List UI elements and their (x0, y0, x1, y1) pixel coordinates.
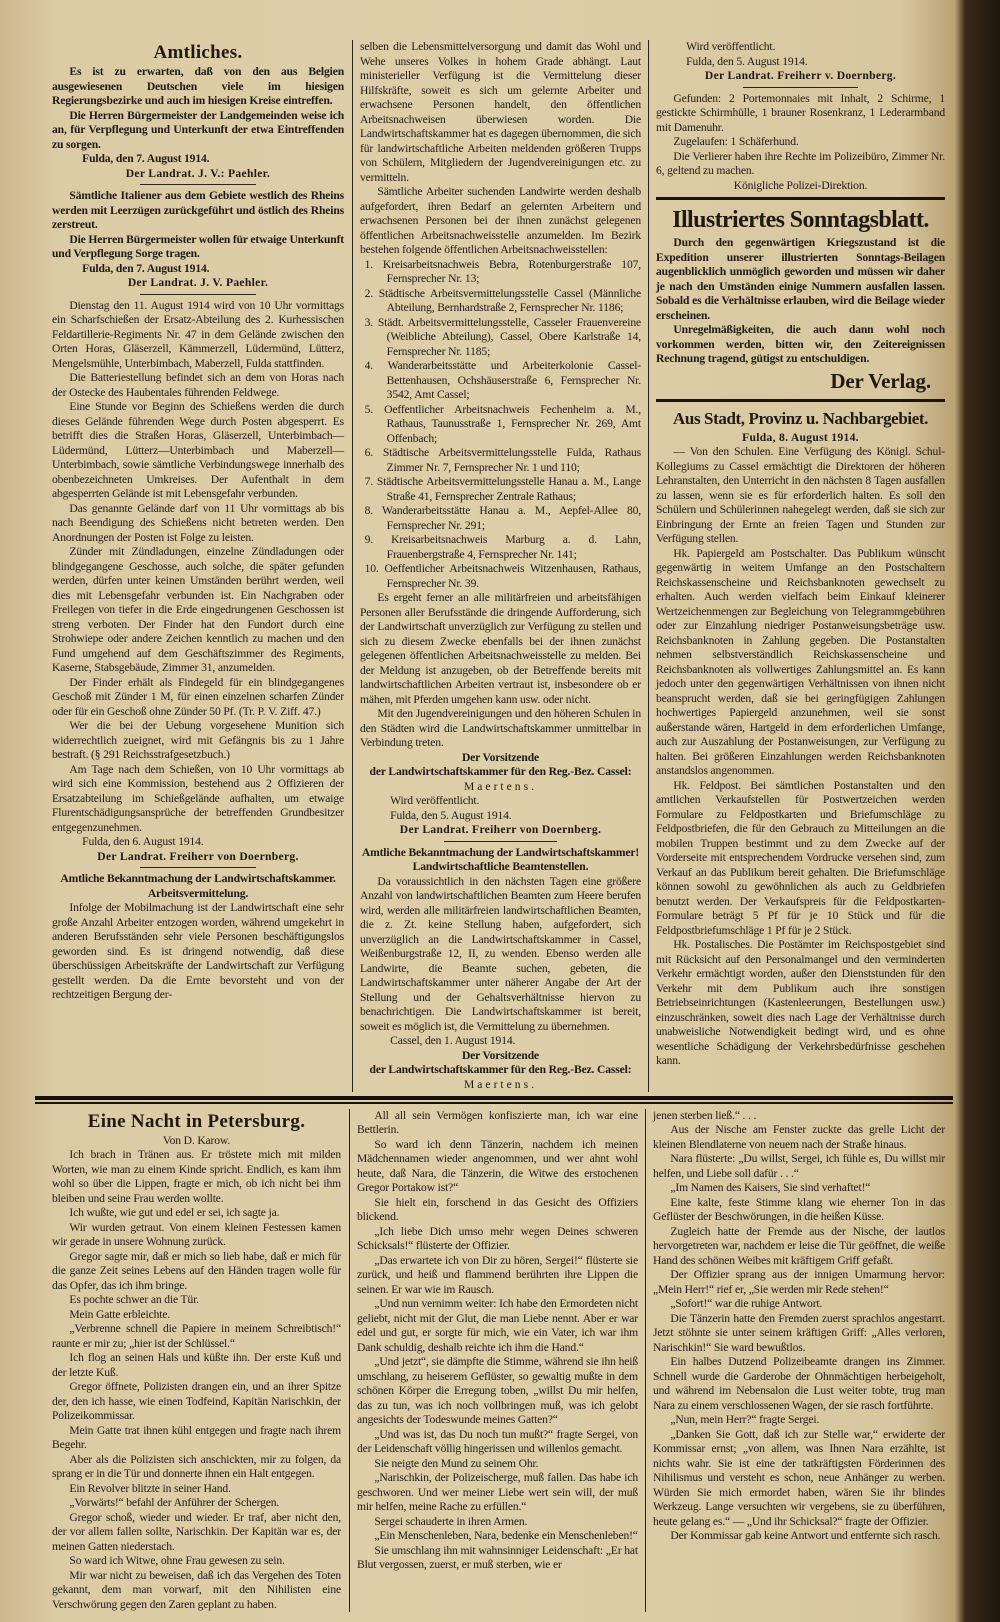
dateline: Cassel, den 1. August 1914. (390, 1034, 516, 1047)
column-arbeitsvermittelung (352, 40, 648, 1092)
paragraph: „Im Namen des Kaisers, Sie sind verhaftet!“ (670, 1181, 871, 1194)
divider-rule (444, 841, 556, 842)
paragraph: selben die Lebensmittelversorgung und damit das Wohl und Wehe unseres Volkes in hohem Grade abhängt. Laut ministerieller Verfügung ist die Vermittelung dieser Hilfskräfte, soweit es sich um gelernte Arbeiter und erwachsene Personen handelt, den öffentlichen Arbeitsnachweisen überwiesen worden. Die Landwirtschaftskammer hat es dagegen übernommen, die sich für landwirtschaftliche Arbeiten meldenden größeren Trupps von Schülern, Mitgliedern der Jugendvereinigungen etc. zu vermitteln. (360, 40, 641, 184)
paragraph: Sie neigte den Mund zu seinem Ohr. (374, 1456, 539, 1470)
notice-title: Arbeitsvermittelung. (147, 886, 249, 900)
paragraph: Durch den gegenwärtigen Kriegszustand ist die Expedition unserer illustrierten Sonntags-Beilagen augenblicklich unmöglich geworden und müssen wir daher je nach den Umständen einige Nummern ausfallen lassen. Sobald es die Verhältnisse erlauben, wird die Beilage wieder erscheinen. (656, 236, 945, 322)
paragraph: Zugelaufen: 1 Schäferhund. (673, 135, 799, 148)
paragraph: „Narischkin, der Polizeischerge, muß fallen. Das habe ich geschworen. Und wer meiner Liebe wert sein will, der muß mir helfen, meine Rache zu erfüllen.“ (357, 1471, 638, 1513)
signature: Fulda, 8. August 1914. (742, 430, 859, 444)
paragraph: Sie hielt ein, forschend in das Gesicht des Offiziers blickend. (357, 1195, 638, 1223)
divider-rule (656, 399, 945, 402)
paragraph: Gregor sagte mir, daß er mich so lieb habe, daß er mich für die ganze Zeit seines Lebens auf den Händen tragen wolle für das Opfer, das ich ihm bringe. (52, 1249, 341, 1292)
paragraph: Es ist zu erwarten, daß von den aus Belgien ausgewiesenen Deutschen viele im hiesigen Regierungsbezirke und auch im hiesigen Kreise eintreffen. (52, 65, 344, 107)
paragraph: Eine Stunde vor Beginn des Schießens werden die durch dieses Gelände führenden Wege durch Posten abgesperrt. Es betrifft dies die Straßen Horas, Gläserzell, Unterbimbach—Lüdermünd, Lütterz—Unterbimbach und Maberzell—Unterbimbach, sowie sämtliche Verbindungswege innerhalb des obenbezeichneten Umkreises. Der Aufenthalt in dem abgesperrten Gelände ist mit Lebensgefahr verbunden. (52, 400, 344, 500)
divider-rule (140, 294, 257, 295)
column-feuilleton-1 (52, 1109, 349, 1613)
dateline: Fulda, den 6. August 1914. (82, 835, 204, 848)
paragraph: Dienstag den 11. August 1914 wird von 10 Uhr vormittags ein Scharfschießen der Ersatz-Abteilung des 2. Kurhessischen Feldartillerie-Regiments Nr. 47 in dem Gelände zwischen den Orten Horas, Gläserzell, Kämmerzell, Lüdermünd, Lütterz, Mengelsmühle, Unterbimbach, Maberzell, Fulda stattfinden. (52, 298, 344, 370)
top-section (52, 40, 945, 1092)
divider-rule (743, 87, 859, 88)
list-item: 1. Kreisarbeitsnachweis Bebra, Rotenburgerstraße 107, Fernsprecher Nr. 13; (364, 257, 641, 285)
list-item: 3. Städt. Arbeitsvermittelungsstelle, Casseler Frauenvereine (Weibliche Abteilung), Cassel, Obere Karlstraße 14, Fernsprecher Nr. 1185; (364, 315, 641, 358)
paragraph: Sämtliche Italiener aus dem Gebiete westlich des Rheins werden mit Leerzügen zurückgeführt und östlich des Rheins zerstreut. (52, 189, 344, 231)
list-item: 5. Oeffentlicher Arbeitsnachweis Fechenheim a. M., Rathaus, Taunusstraße 1, Fernsprecher Nr. 269, Amt Offenbach; (364, 402, 641, 445)
paragraph: „Sofort!“ war die ruhige Antwort. (670, 1297, 823, 1310)
paragraph: Zünder mit Zündladungen, einzelne Zündladungen oder blindgegangene Geschosse, auch solche, die später gefunden werden, dürfen unter keinen Umständen berührt werden, weil dies mit Lebensgefahr verbunden ist. Ein Nachgraben oder Freilegen von tiefer in die Erde eingedrungenen Geschossen ist streng verboten. Der Finder hat den Fundort durch eine Strohwiepe oder andere Zeichen kenntlich zu machen und den Fund umgehend auf dem Geschäftszimmer des Regiments, Kaserne, Stabsgebäude, Zimmer 31, anzumelden. (52, 545, 344, 674)
dateline: Fulda, den 7. August 1914. (82, 152, 210, 165)
paragraph: Sämtliche Arbeiter suchenden Landwirte werden deshalb aufgefordert, ihren Bedarf an gelernten Arbeitern und erwachsenen Personen bei der ihnen zunächst gelegenen öffentlichen Arbeitsnachweisstelle anzumelden. Im Bezirk bestehen folgende öffentlichen Arbeitsnachweisstellen: (360, 185, 641, 256)
paragraph: „Danken Sie Gott, daß ich zur Stelle war,“ erwiderte der Kommissar ernst; „von allem, was Ihnen Nara erzählte, ist nichts wahr. Sie ist eine der tatkräftigsten Förderinnen des Nihilismus und versteht es schon, neue Anhänger zu werben. Würden Sie mich ermordet haben, wären Sie ihr blindes Werkzeug. Lange versuchten wir vergebens, sie zu überführen, heute gelang es.“ — „Und ihr Schicksal?“ fragte der Offizier. (653, 1427, 945, 1528)
paragraph: Die Herren Bürgermeister wollen für etwaige Unterkunft und Verpflegung Sorge tragen. (52, 232, 344, 260)
paragraph: Wer die bei der Uebung vorgesehene Munition sich widerrechtlich zueignet, wird mit Gefängnis bis zu 1 Jahre bestraft. (§ 291 Reichsstrafgesetzbuch.) (52, 719, 344, 761)
list-item: 2. Städtische Arbeitsvermittelungsstelle Cassel (Männliche Abteilung, Bernhardstraße 2, Fernsprecher Nr. 1186; (364, 286, 641, 314)
paragraph: Eine kalte, feste Stimme klang wie eherner Ton in das Geflüster der Beschwörungen, in die heißen Küsse. (653, 1195, 945, 1223)
signature: Maertens. (463, 779, 538, 793)
paragraph: Ich brach in Tränen aus. Er tröstete mich mit milden Worten, wie man zu einem Kinde spricht. Endlich, es kam ihm wohl so über die Lippen, fragte er mich, ob ich nicht bei ihm bleiben und seine Frau werden wollte. (52, 1148, 341, 1205)
signature: Der Landrat. Freiherr v. Doernberg. (704, 69, 897, 82)
paragraph: Mein Gatte trat ihnen kühl entgegen und fragte nach ihrem Begehr. (52, 1423, 341, 1451)
paragraph: „Vorwärts!“ befahl der Anführer der Schergen. (69, 1496, 280, 1509)
paragraph: Hk. Feldpost. Bei sämtlichen Postanstalten und den amtlichen Verkaufstellen für Postwertzeichen werden Formulare zu Feldpostkarten und Briefumschläge zu Feldpostbriefen, die für den Gebrauch zu Mitteilungen an die mobilen Truppen bestimmt und zu dem Zwecke auf der Vorderseite mit entsprechendem Vordrucke versehen sind, zum Verkauf an das Publikum bereit gehalten. Die Briefumschläge können sowohl zu gewöhnlichen als auch zu Geldbriefen benutzt werden. Der Verkaufspreis für die Feldpostkarten-Formulare beträgt 5 Pf für je 10 Stück und für die Feldpostbriefumschläge 1 Pf für je 2 Stück. (656, 778, 945, 937)
paragraph: Gefunden: 2 Portemonnaies mit Inhalt, 2 Schirme, 1 gestickte Schirmhülle, 1 brauner Rosenkranz, 1 Lederarmband mit Damenuhr. (656, 91, 945, 134)
paragraph: Unregelmäßigkeiten, die auch dann wohl noch vorkommen werden, bitten wir, den Zeitereignissen Rechnung tragend, gütigst zu entschuldigen. (656, 323, 945, 365)
paragraph: Sergei schauderte in ihren Armen. (374, 1514, 528, 1528)
paragraph: Da voraussichtlich in den nächsten Tagen eine größere Anzahl von landwirtschaftlichen Beamten zum Heere berufen wird, werden alle militärfreien landwirtschaftlichen Beamten, die z. Zt. keine Stellung haben, aufgefordert, sich unverzüglich an die Landwirtschaftskammer in Cassel, Weißenburgstraße 12, II, zu wenden. Ebenso werden alle Landwirte, die Beamte suchen, gebeten, die Landwirtschaftskammer unter näherer Angabe der Art der Stellung und der Gehaltsverhältnisse hiervon zu benachrichtigen. Die Landwirtschaftskammer ist bereit, soweit es möglich ist, die Vermittelung zu übernehmen. (360, 874, 641, 1033)
signature: Maertens. (463, 1077, 538, 1091)
paragraph: „Und was ist, das Du noch tun mußt?“ fragte Sergei, von der Leidenschaft völlig hingerissen und willenlos gemacht. (357, 1427, 638, 1455)
section-divider (35, 1096, 953, 1104)
paragraph: „Und jetzt“, sie dämpfte die Stimme, während sie ihn heiß umschlang, zu heiserem Geflüster, so gewaltig mußte in dem schönen Körper die Erregung toben, „willst Du mir helfen, das zu tun, was ich noch vollbringen muß, was ich gelobt angesichts der Todeswunde meines Gatten?“ (357, 1355, 638, 1426)
paragraph: Ich wußte, wie gut und edel er sei, ich sagte ja. (69, 1206, 280, 1219)
paragraph: So ward ich denn Tänzerin, nachdem ich meinen Mädchennamen wieder angenommen, und wer ahnt wohl heute, daß Nara, die Tänzerin, die Witwe des erstochenen Gregor Portakow ist?“ (357, 1137, 638, 1194)
notice-title: Der Vorsitzende (461, 1048, 540, 1062)
publisher-signature: Der Verlag. (830, 368, 931, 393)
divider-rule (140, 184, 257, 185)
byline: Von D. Karow. (162, 1133, 231, 1147)
paragraph: Es ergeht ferner an alle militärfreien und arbeitsfähigen Personen aller Berufsstände die dringende Aufforderung, sich der Landwirtschaft unverzüglich zur Verfügung zu stellen und sich zu diesem Zwecke ebenfalls bei der ihnen zunächst gelegenen öffentlichen Arbeitsnachweisstelle zu melden. Bei der Meldung ist anzugeben, ob der Betreffende bereits mit landwirtschaftlichen Arbeiten vertraut ist, insbesondere ob er mähen, mit Pferden umgehen kann usw. oder nicht. (360, 591, 641, 706)
paragraph: Die Herren Bürgermeister der Landgemeinden weise ich an, für Verpflegung und Unterkunft der etwa Eintreffenden zu sorgen. (52, 108, 344, 151)
paragraph: jenen sterben ließ.“ . . . (653, 1108, 757, 1122)
signature: Der Landrat. Freiherr von Doernberg. (97, 849, 299, 863)
paragraph: „Das erwartete ich von Dir zu hören, Sergei!“ flüsterte sie zurück, und heiß und flammend berührten ihre Lippen die seinen. Er war wie im Rausch. (357, 1253, 638, 1296)
signature: Der Landrat. Freiherr von Doernberg. (399, 823, 602, 836)
paragraph: Ich flog an seinen Hals und küßte ihn. Der erste Kuß und der letzte Kuß. (52, 1351, 341, 1379)
signature: Der Landrat. J. V.: Paehler. (125, 166, 271, 180)
paragraph: „Und nun vernimm weiter: Ich habe den Ermordeten nicht geliebt, nicht mit der Glut, die man Liebe nennt. Aber er war edel und gut, er sorgte für mich, wie ein Vater, ich war ihm Dank schuldig, deshalb reichte ich ihm die Hand.“ (357, 1297, 638, 1354)
paragraph: Gregor schoß, wieder und wieder. Er traf, aber nicht den, der vor allem fallen sollte, Narischkin. Der Kapitän war es, der meinen Gatten niederstach. (52, 1510, 341, 1553)
section-divider-rule (35, 1102, 953, 1104)
column-feuilleton-2 (349, 1109, 645, 1613)
paragraph: „Nun, mein Herr?“ fragte Sergei. (670, 1413, 820, 1426)
paragraph: Die Verlierer haben ihre Rechte im Polizeibüro, Zimmer Nr. 6, geltend zu machen. (656, 149, 945, 177)
paragraph: „Ein Menschenleben, Nara, bedenke ein Menschenleben!“ (374, 1529, 638, 1542)
paragraph: Am Tage nach dem Schießen, von 10 Uhr vormittags ab wird sich eine Kommission, bestehend aus 2 Offizieren der Ersatzabteilung im Schießgelände aufhalten, um etwaige Flurentschädigungsansprüche der betreffenden Grundbesitzer entgegenzunehmen. (52, 762, 344, 834)
notice-title: Landwirtschaftliche Beamtenstellen. (412, 860, 589, 873)
section-divider-rule (35, 1096, 953, 1100)
divider-rule (656, 197, 945, 200)
paragraph: Zugleich hatte der Fremde aus der Nische, der lautlos hervorgetreten war, nachdem er leise die Tür geöffnet, die weiße Hand des schönen Weibes mit kräftigem Griff gefaßt. (653, 1224, 945, 1267)
paragraph: Es pochte schwer an die Tür. (69, 1293, 199, 1306)
section-heading: Amtliches. (153, 42, 243, 63)
column-local-news (648, 40, 945, 1092)
paragraph: Mein Gatte erbleichte. (69, 1307, 171, 1321)
divider-rule (140, 867, 257, 868)
list-item: 9. Kreisarbeitsnachweis Marburg a. d. Lahn, Frauenbergstraße 4, Fernsprecher Nr. 141; (364, 533, 641, 561)
paragraph: Die Tänzerin hatte den Fremden zuerst sprachlos angestarrt. Jetzt stöhnte sie unter seinem kräftigen Griff: „Alles verloren, Narischkin!“ Sie ward bewußtlos. (653, 1311, 945, 1354)
notice-title: Amtliche Bekanntmachung der Landwirtschaftskammer. (60, 872, 336, 885)
paragraph: Gregor öffnete, Polizisten drangen ein, und an ihrer Spitze der, den ich hasse, wie einen Todfeind, Kapitän Narischkin, der Polizeikommissar. (52, 1380, 341, 1422)
paragraph: Das genannte Gelände darf von 11 Uhr vormittags ab bis nach Beendigung des Schießens nicht betreten werden. Den Anordnungen der Posten ist Folge zu leisten. (52, 501, 344, 544)
paragraph: Hk. Papiergeld am Postschalter. Das Publikum wünscht gegenwärtig in weitem Umfange an den Postschaltern Reichskassenscheine und Reichsbanknoten gewechselt zu erhalten. Auch werden vielfach beim Einkauf kleinerer Wertzeichenmengen zur Begleichung von Telegrammgebühren oder zur Einzahlung niedriger Postanweisungsbeträge usw. Reichsbanknoten in Zahlung gegeben. Die Postanstalten nehmen selbstverständlich Reichskassenscheine und Reichsbanknoten als vollwertiges Zahlungsmittel an. Es kann jedoch unter den gegenwärtigen Verhältnissen von ihnen nicht beansprucht werden, daß sie bei geringfügigen Zahlungen hochwertiges Papiergeld anzunehmen, weil sie sonst außerstande wären, Hartgeld in dem erforderlichen Umfange, auch zur Auszahlung der Postanweisungen, zur Verfügung zu halten. Bei größeren Einzahlungen werden Reichsbanknoten anstandslos angenommen. (656, 546, 945, 777)
paragraph: So ward ich Witwe, ohne Frau gewesen zu sein. (69, 1554, 285, 1567)
list-item: 10. Oeffentlicher Arbeitsnachweis Witzenhausen, Rathaus, Fernsprecher Nr. 39. (364, 562, 641, 590)
dateline: Wird veröffentlicht. (686, 40, 776, 53)
paragraph: Hk. Postalisches. Die Postämter im Reichspostgebiet sind mit Rücksicht auf den Personalmangel und den verminderten Verkehr ermächtigt worden, außer den Dienststunden für den Verkehr mit dem Publikum auch ihre sonstigen Betriebseinrichtungen (Kastenleerungen, Bestellungen usw.) einzuschränken, soweit dies nach Lage der Verhältnisse durch unabweisliche Notwendigkeit bedingt wird, und es ohne wesentliche Schädigung der Verkehrsbedürfnisse geschehen kann. (656, 938, 945, 1067)
list-item: 4. Wanderarbeitsstätte und Arbeiterkolonie Cassel-Bettenhausen, Ochshäuserstraße 6, Fernsprecher Nr. 3542, Amt Cassel; (364, 359, 641, 401)
signature: Der Landrat. J. V. Paehler. (127, 276, 269, 289)
paragraph: Nara flüsterte: „Du willst, Sergei, ich fühle es, Du willst mir helfen, und Liebe soll dafür . . .“ (653, 1152, 945, 1180)
notice-title: Amtliche Bekanntmachung der Landwirtschaftskammer! (361, 845, 640, 859)
section-heading: Illustriertes Sonntagsblatt. (672, 207, 929, 233)
dateline: Fulda, den 5. August 1914. (686, 54, 808, 68)
paragraph: Der Kommissar gab keine Antwort und entfernte sich rasch. (670, 1529, 941, 1542)
paragraph: Infolge der Mobilmachung ist der Landwirtschaft eine sehr große Anzahl Arbeiter entzogen worden, während umgekehrt in anderen Berufsständen sehr viele Personen beschäftigungslos geworden sind. Es ist dringend notwendig, daß diese überschüssigen Arbeitskräfte der Landwirtschaft zur Verfügung gestellt werden. Da die Ernte bevorsteht und von der rechtzeitigen Bergung der- (52, 901, 344, 1001)
paragraph: Die Batteriestellung befindet sich an dem von Horas nach der Ostecke des Haubentales führenden Feldwege. (52, 371, 344, 399)
notice-title: der Landwirtschaftskammer für den Reg.-Bez. Cassel: (369, 1063, 632, 1076)
paragraph: Aber als die Polizisten sich anschickten, mir zu folgen, da sprang er in die Tür und donnerte ihnen ein Halt entgegen. (52, 1452, 341, 1480)
paragraph: Sie umschlang ihn mit wahnsinniger Leidenschaft: „Er hat Blut vergossen, zuerst, er muß sterben, wie er (357, 1543, 638, 1571)
paragraph: „Ich liebe Dich umso mehr wegen Deines schweren Schicksals!“ flüsterte der Offizier. (357, 1224, 638, 1252)
section-heading: Aus Stadt, Provinz u. Nachbargebiet. (673, 408, 928, 428)
column-amtliches (52, 40, 352, 1092)
paragraph: Mir war nicht zu beweisen, daß ich das Vergehen des Toten gekannt, dem man vorwarf, mit den Nihilisten eine Verschwörung gegen den Zaren geplant zu haben. (52, 1568, 341, 1611)
paragraph: Ein halbes Dutzend Polizeibeamte drangen ins Zimmer. Schnell wurde die Garderobe der Ohnmächtigen herbeigeholt, und während im Nebensalon die Lust weiter tobte, trug man Nara zu einem verschlossenen Wagen, der sie rasch fortführte. (653, 1355, 945, 1412)
paragraph: — Von den Schulen. Eine Verfügung des Königl. Schul-Kollegiums zu Cassel ermächtigt die Direktoren der höheren Lehranstalten, den Unterricht in den nächsten 8 Tagen ausfallen zu lassen, wenn sie es für erforderlich halten. Es soll den Schülern und Schülerinnen nahegelegt werden, daß sie sich zur Einbringung der Ernte an freien Tagen und Stunden zur Verfügung stellen. (656, 445, 945, 545)
column-feuilleton-3 (645, 1109, 945, 1613)
notice-title: der Landwirtschaftskammer für den Reg.-Bez. Cassel: (369, 765, 632, 778)
paragraph: Ein Revolver blitzte in seiner Hand. (69, 1481, 231, 1495)
paragraph: Wir wurden getraut. Von einem kleinen Festessen kamen wir gerade in unsere Wohnung zurück. (52, 1220, 341, 1248)
list-item: 6. Städtische Arbeitsvermittelungsstelle Fulda, Rathaus Zimmer Nr. 7, Fernsprecher Nr. 1 und 110; (364, 446, 641, 474)
bottom-section (52, 1109, 945, 1613)
paragraph: Der Finder erhält als Findegeld für ein blindgegangenes Geschoß mit Zünder 1 M, für einen einzelnen scharfen Zünder oder für ein Geschoß ohne Zünder 50 Pf. (Tr. P. V. Ziff. 47.) (52, 675, 344, 718)
dateline: Wird veröffentlicht. (390, 794, 480, 807)
dateline: Fulda, den 7. August 1914. (82, 261, 210, 275)
byline: Königliche Polizei-Direktion. (733, 178, 868, 192)
paragraph: Mit den Jugendvereinigungen und den höheren Schulen in den Städten wird die Landwirtschaftskammer unmittelbar in Verbindung treten. (360, 707, 641, 749)
list-item: 8. Wanderarbeitsstätte Hanau a. M., Aepfel-Allee 80, Fernsprecher Nr. 291; (364, 504, 641, 532)
paragraph: Aus der Nische am Fenster zuckte das grelle Licht der kleinen Blendlaterne von neuem nach der Straße hinaus. (653, 1123, 945, 1151)
paragraph: Der Offizier sprang aus der innigen Umarmung hervor: „Mein Herr!“ rief er, „Sie werden mir Rede stehen!“ (653, 1268, 945, 1296)
list-item: 7. Städtische Arbeitsvermittelungsstelle Hanau a. M., Lange Straße 41, Fernsprecher Zentrale Rathaus; (364, 475, 641, 503)
dateline: Fulda, den 5. August 1914. (390, 808, 512, 822)
paragraph: All all sein Vermögen konfiszierte man, ich war eine Bettlerin. (357, 1108, 638, 1136)
section-heading: Eine Nacht in Petersburg. (87, 1110, 306, 1132)
notice-title: Der Vorsitzende (461, 750, 540, 764)
paragraph: „Verbrenne schnell die Papiere in meinem Schreibtisch!“ raunte er mir zu; „hier ist der Schlüssel.“ (52, 1322, 341, 1350)
